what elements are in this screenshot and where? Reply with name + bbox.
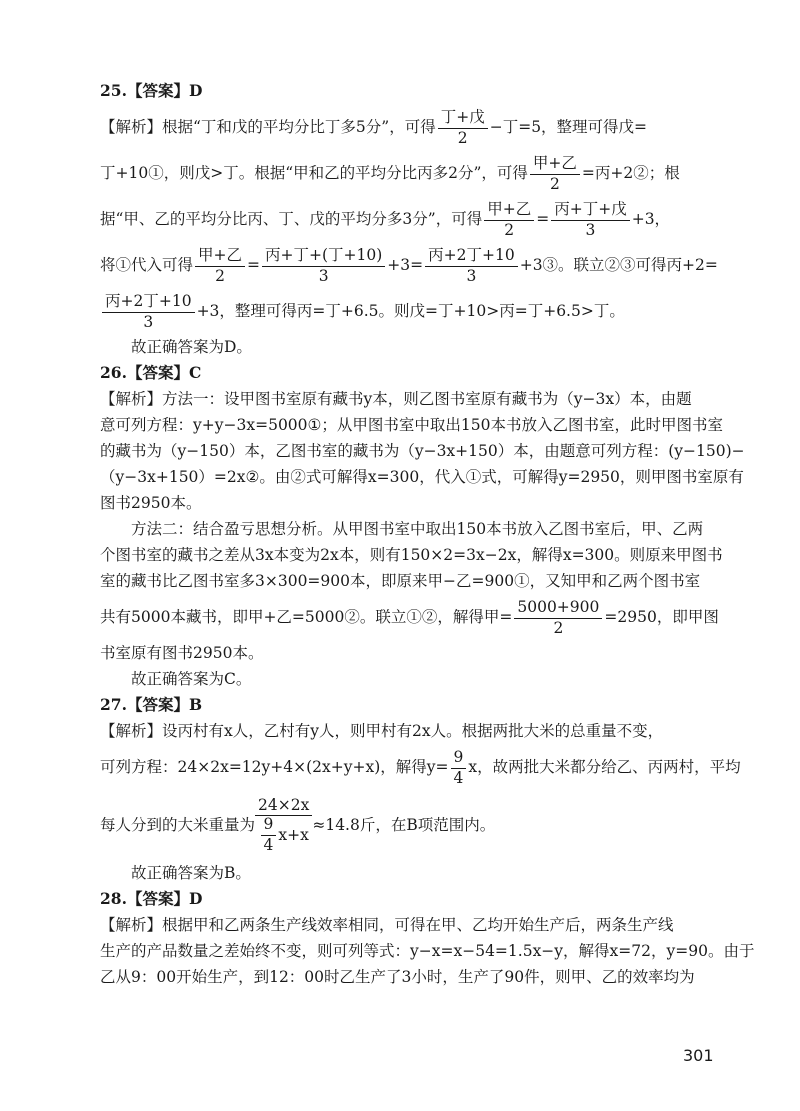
q26-method2-line: 室的藏书比乙图书室多3×300=900本，即原来甲−乙=900①，又知甲和乙两个图书室 (100, 572, 701, 590)
q25-line-4: 将①代入可得 $\frac{\text{甲+乙}}{2}$ = $\frac{\text{丙+丁+(丁+10)}}{3}$ +3= $\frac{\text{丙+2丁+10}}{3}$ +3③。联立②③可得丙+2= (100, 245, 718, 285)
q25-line-2: 丁+10①，则戊>丁。根据“甲和乙的平均分比丙多2分”，可得 $\frac{\text{甲+乙}}{2}$ =丙+2②；根 (100, 153, 680, 193)
q26-line: 【解析】方法一：设甲图书室原有藏书y本，则乙图书室原有藏书为（y−3x）本，由题 (100, 390, 692, 408)
fraction: $\frac{\text{丙+2丁+10}}{3}$ (425, 247, 518, 286)
q25-conclusion: 故正确答案为D。 (131, 338, 252, 356)
q26-method2-line: 个图书室的藏书之差从3x本变为2x本，则有150×2=3x−2x，解得x=300。则原来甲图书 (100, 546, 723, 564)
q28-line: 【解析】根据甲和乙两条生产线效率相同，可得在甲、乙均开始生产后，两条生产线 (100, 916, 674, 934)
fraction: $\frac{\text{甲+乙}}{2}$ (195, 247, 245, 286)
q25-line-1: 【解析】根据“丁和戊的平均分比丁多5分”，可得 $\frac{\text{丁+戊}}{2}$ −丁=5，整理可得戊= (100, 107, 648, 147)
q26-line: 意可列方程：y+y−3x=5000①；从甲图书室中取出150本书放入乙图书室，此时甲图书室 (100, 416, 724, 434)
q26-method2-line: 共有5000本藏书，即甲+乙=5000②。联立①②，解得甲= $\frac{5000+900}{2}$ =2950，即甲图 (100, 597, 719, 637)
q28-line: 生产的产品数量之差始终不变，则可列等式：y−x=x−54=1.5x−y，解得x=72，y=90。由于 (100, 942, 755, 960)
q27-line-1: 【解析】设丙村有x人，乙村有y人，则甲村有2x人。根据两批大米的总重量不变， (100, 722, 664, 740)
q28-line: 乙从9：00开始生产，到12：00时乙生产了3小时，生产了90件，则甲、乙的效率均为 (100, 968, 695, 986)
fraction: $\frac{9}{4}$ (261, 816, 277, 855)
q26-method2-line: 方法二：结合盈亏思想分析。从甲图书室中取出150本书放入乙图书室后，甲、乙两 (131, 520, 704, 538)
page-number: 301 (683, 1046, 714, 1065)
fraction: $\frac{\text{丙+丁+(丁+10)}}{3}$ (262, 247, 385, 286)
q26-line: （y−3x+150）=2x②。由②式可解得x=300，代入①式，可解得y=2950，则甲图书室原有 (100, 468, 744, 486)
q27-conclusion: 故正确答案为B。 (131, 864, 251, 882)
q27-line-2: 可列方程：24×2x=12y+4×(2x+y+x)，解得y= $\frac{9}{4}$ x，故两批大米都分给乙、丙两村，平均 (100, 747, 741, 787)
fraction: $\frac{\text{丙+2丁+10}}{3}$ (102, 293, 195, 332)
q26-answer-heading: 26.【答案】C (100, 363, 202, 382)
q26-conclusion: 故正确答案为C。 (131, 670, 252, 688)
q28-answer-heading: 28.【答案】D (100, 889, 203, 908)
q26-line: 的藏书为（y−150）本，乙图书室的藏书为（y−3x+150）本，由题意可列方程：(y−150)− (100, 442, 745, 460)
q25-answer-heading: 25.【答案】D (100, 81, 203, 100)
fraction: $\frac{\text{丙+丁+戊}}{3}$ (551, 201, 629, 240)
q25-line-5: $\frac{\text{丙+2丁+10}}{3}$ +3，整理可得丙=丁+6.5。则戊=丁+10>丙=丁+6.5>丁。 (100, 288, 712, 334)
q25-line-3: 据“甲、乙的平均分比丙、丁、戊的平均分多3分”，可得 $\frac{\text{甲+乙}}{2}$ = $\frac{\text{丙+丁+戊}}{3}$ +3， (100, 199, 671, 239)
fraction: $\frac{9}{4}$ (451, 749, 467, 788)
fraction: $\frac{\text{甲+乙}}{2}$ (530, 155, 580, 194)
fraction: $\frac{\text{甲+乙}}{2}$ (484, 201, 534, 240)
fraction: $\frac{\text{丁+戊}}{2}$ (438, 109, 488, 148)
q26-method2-line: 书室原有图书2950本。 (100, 644, 264, 662)
compound-fraction: 24×2x $\frac{9}{4}$ x+x (255, 797, 312, 855)
q26-line: 图书2950本。 (100, 494, 202, 512)
q27-line-3: 每人分到的大米重量为 24×2x $\frac{9}{4}$ x+x ≈14.8斤，在B项范围内。 (100, 796, 496, 855)
page-content (100, 78, 755, 990)
q27-answer-heading: 27.【答案】B (100, 695, 203, 714)
fraction: $\frac{5000+900}{2}$ (514, 599, 602, 638)
